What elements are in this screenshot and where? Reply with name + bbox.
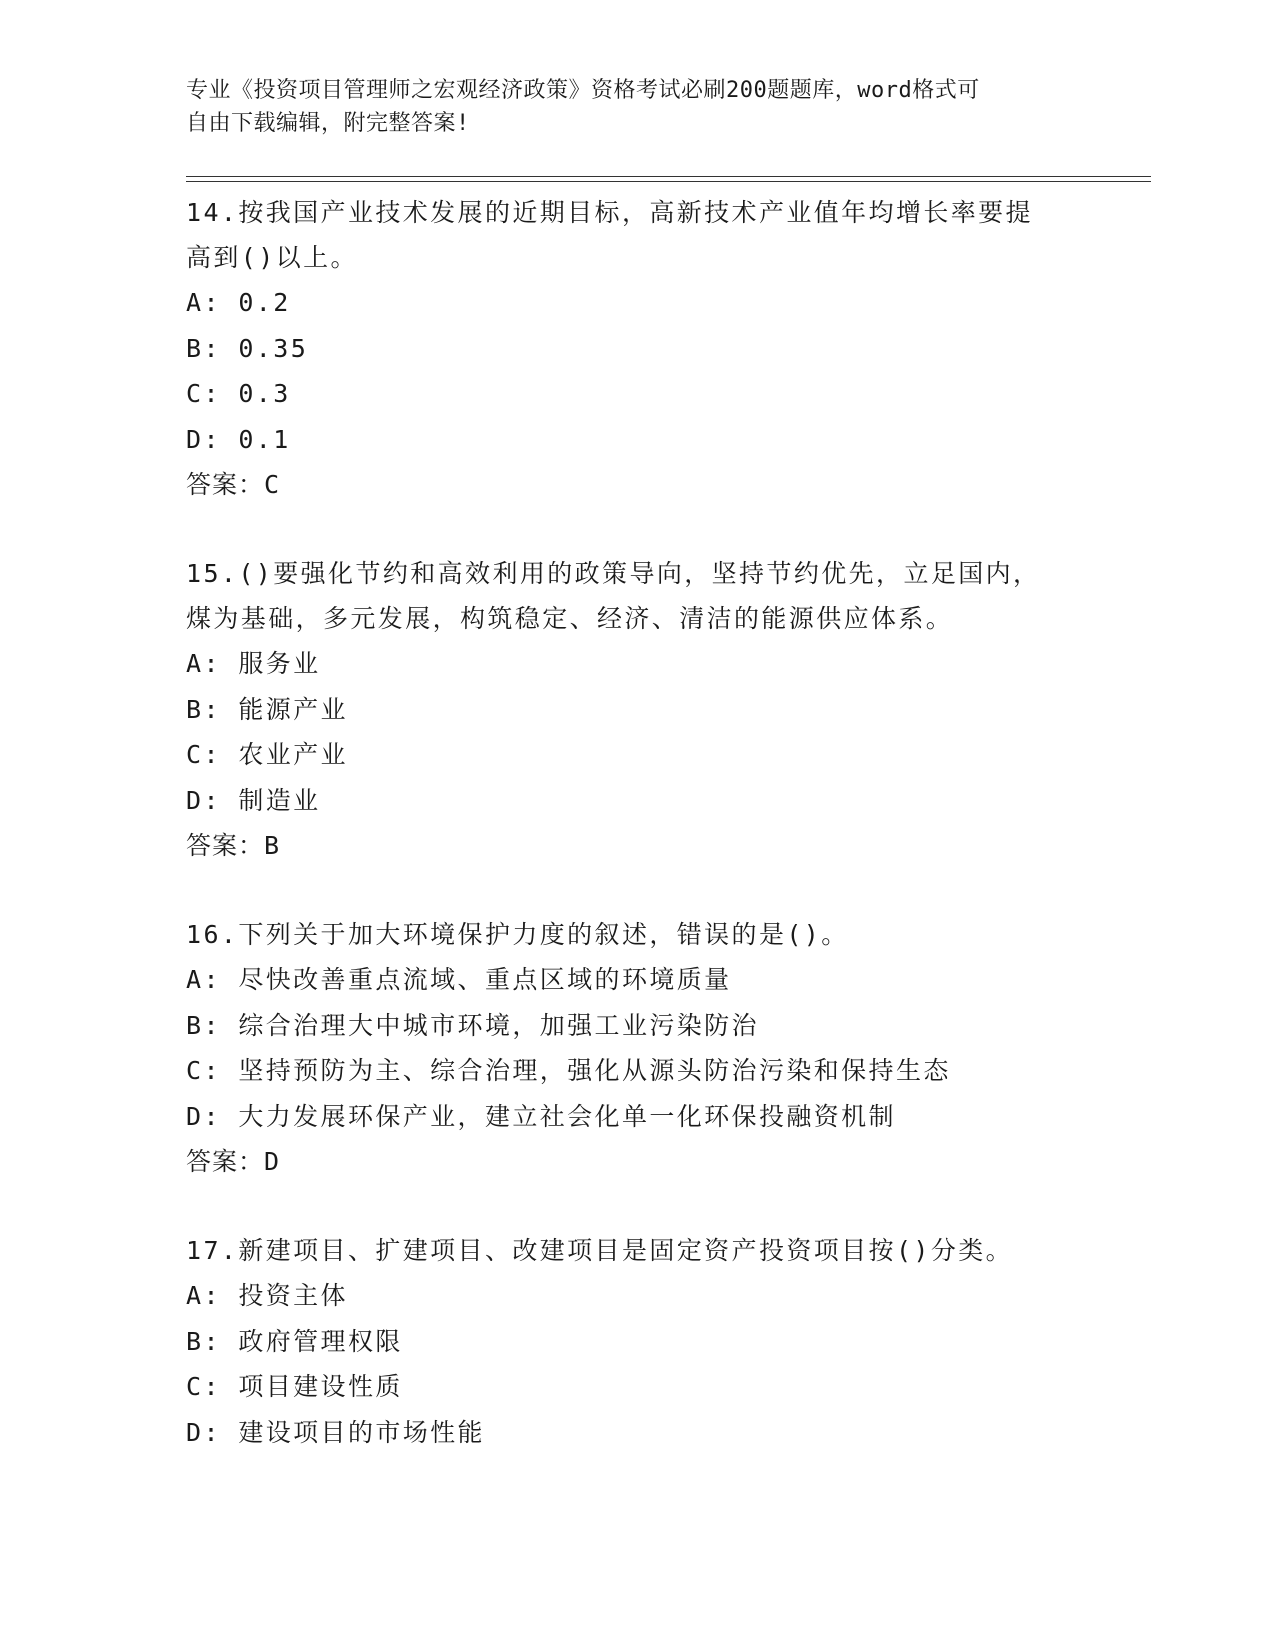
option-value: 大力发展环保产业，建立社会化单一化环保投融资机制 [238, 1101, 896, 1131]
option-a [186, 641, 1086, 687]
option-key: A: [186, 1281, 221, 1310]
spacer [186, 868, 1086, 912]
option-key: D: [186, 785, 221, 815]
option-d [186, 1094, 1086, 1140]
option-value: 服务业 [238, 649, 321, 678]
option-key: C: [186, 1056, 221, 1085]
option-d [186, 1410, 1086, 1456]
answer-value: C [264, 470, 281, 499]
option-key: D: [186, 424, 221, 454]
option-value: 尽快改善重点流域、重点区域的环境质量 [238, 965, 732, 994]
option-key: A: [186, 288, 221, 317]
question-text-line: 16.下列关于加大环境保护力度的叙述，错误的是()。 [186, 920, 849, 949]
option-a [186, 280, 1086, 326]
option-key: D: [186, 1101, 221, 1131]
option-key: B: [186, 1326, 221, 1356]
option-key: D: [186, 1417, 221, 1447]
option-value: 0.3 [238, 379, 291, 408]
answer-value: B [264, 831, 281, 860]
option-c [186, 371, 1086, 417]
option-b [186, 326, 1086, 372]
question-15 [186, 551, 1086, 868]
option-value: 政府管理权限 [238, 1326, 403, 1356]
spacer [186, 507, 1086, 551]
header-line-1: 专业《投资项目管理师之宏观经济政策》资格考试必刷200题题库，word格式可 [186, 78, 980, 103]
option-key: A: [186, 649, 221, 678]
spacer [186, 1184, 1086, 1228]
option-key: C: [186, 740, 221, 769]
answer-line [186, 462, 1086, 507]
option-key: B: [186, 1010, 221, 1040]
option-value: 项目建设性质 [238, 1372, 403, 1401]
answer-line [186, 823, 1086, 868]
question-text-line: 煤为基础，多元发展，构筑稳定、经济、清洁的能源供应体系。 [186, 604, 954, 633]
option-value: 0.1 [238, 424, 291, 454]
question-16 [186, 912, 1086, 1184]
option-b [186, 1319, 1086, 1365]
question-list [186, 190, 1086, 1455]
option-value: 坚持预防为主、综合治理，强化从源头防治污染和保持生态 [238, 1056, 951, 1085]
option-key: B: [186, 333, 221, 363]
option-d [186, 417, 1086, 463]
answer-value: D [264, 1147, 281, 1176]
question-text-line: 17.新建项目、扩建项目、改建项目是固定资产投资项目按()分类。 [186, 1236, 1014, 1265]
option-d [186, 778, 1086, 824]
option-value: 能源产业 [238, 694, 348, 724]
header-line-2: 自由下载编辑，附完整答案! [186, 111, 470, 136]
answer-label: 答案： [186, 831, 265, 860]
answer-line [186, 1139, 1086, 1184]
option-key: A: [186, 965, 221, 994]
option-a [186, 1273, 1086, 1319]
answer-label: 答案： [186, 470, 265, 499]
question-14 [186, 190, 1086, 507]
option-value: 投资主体 [238, 1281, 348, 1310]
option-c [186, 1048, 1086, 1094]
question-17 [186, 1228, 1086, 1455]
header-divider-bottom [186, 181, 1151, 182]
option-value: 0.2 [238, 288, 291, 317]
question-text-line: 14.按我国产业技术发展的近期目标，高新技术产业值年均增长率要提 [186, 198, 1033, 227]
option-c [186, 732, 1086, 778]
option-value: 建设项目的市场性能 [238, 1417, 485, 1447]
option-key: B: [186, 694, 221, 724]
question-text-line: 15.()要强化节约和高效利用的政策导向，坚持节约优先，立足国内， [186, 559, 1041, 588]
option-b [186, 687, 1086, 733]
option-value: 综合治理大中城市环境，加强工业污染防治 [238, 1010, 759, 1040]
option-b [186, 1003, 1086, 1049]
option-value: 农业产业 [238, 740, 348, 769]
answer-label: 答案： [186, 1147, 265, 1176]
document-header [186, 74, 1066, 140]
option-value: 0.35 [238, 333, 309, 363]
option-key: C: [186, 379, 221, 408]
header-divider-top [186, 176, 1151, 177]
option-key: C: [186, 1372, 221, 1401]
option-a [186, 957, 1086, 1003]
option-c [186, 1364, 1086, 1410]
question-text-line: 高到()以上。 [186, 243, 358, 272]
option-value: 制造业 [238, 785, 321, 815]
